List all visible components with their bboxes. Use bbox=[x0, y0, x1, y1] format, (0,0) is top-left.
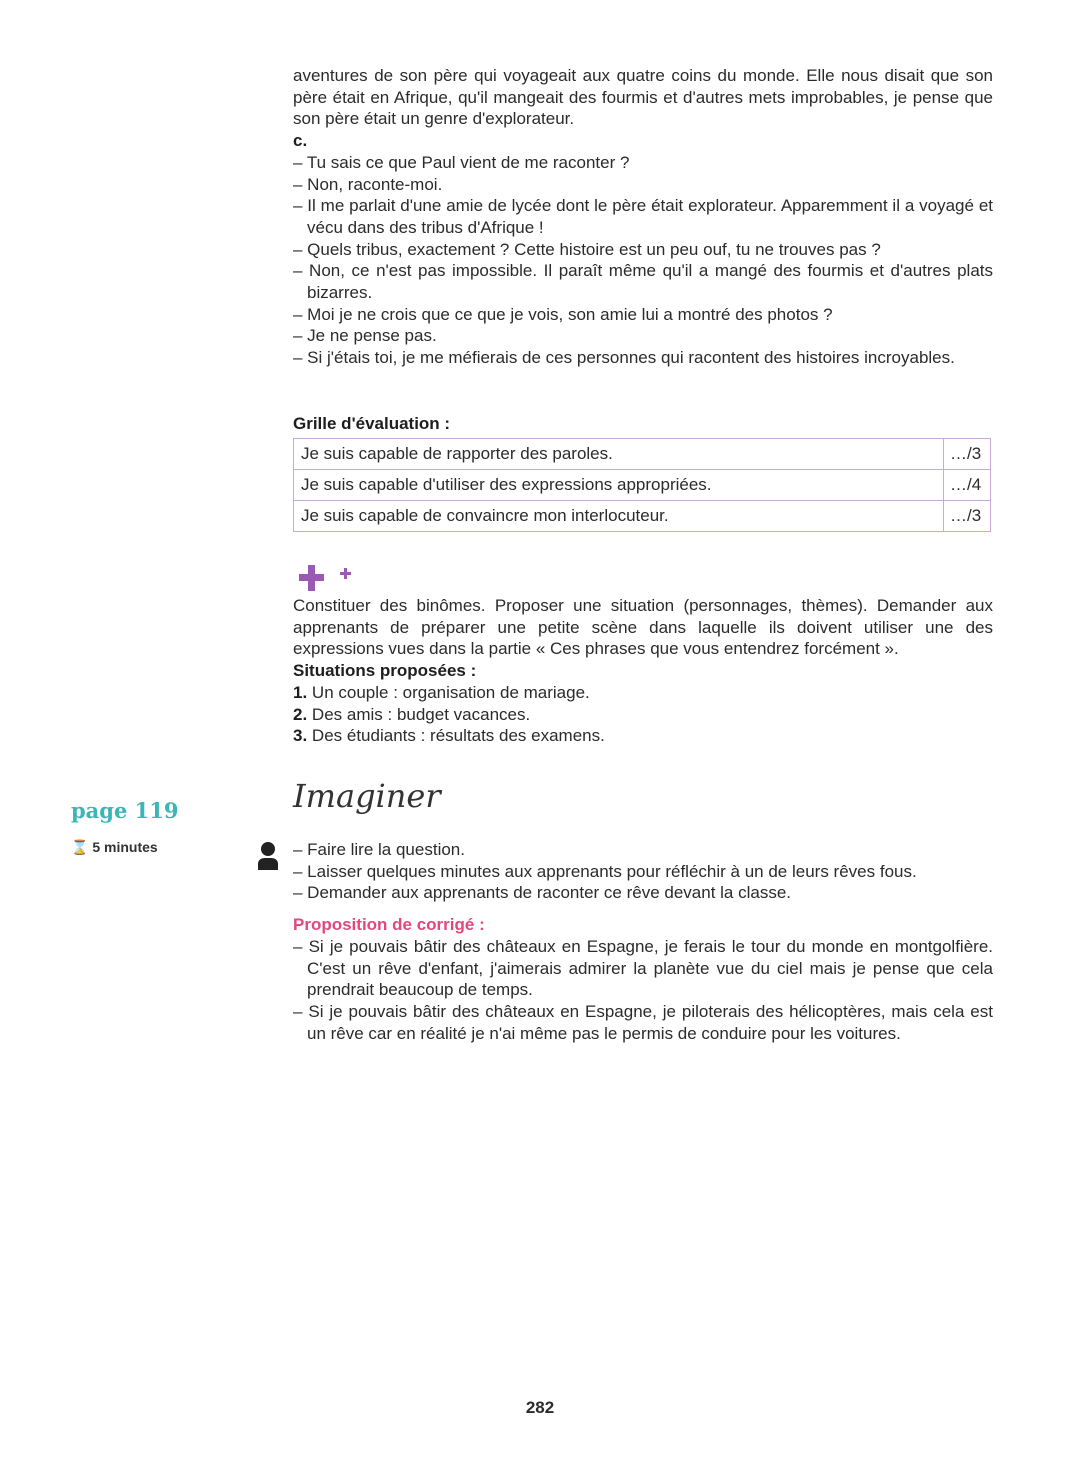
list-item bbox=[293, 682, 993, 704]
step: – Faire lire la question. bbox=[293, 840, 465, 859]
situations-title: Situations proposées : bbox=[293, 661, 477, 681]
item-number: 3. bbox=[293, 726, 308, 746]
table-row bbox=[294, 469, 991, 500]
criterion: Je suis capable d'utiliser des expressions appropriées. bbox=[294, 469, 944, 500]
duration-text: 5 minutes bbox=[92, 839, 158, 855]
item-text: Des étudiants : résultats des examens. bbox=[311, 726, 605, 746]
correction-title: Proposition de corrigé : bbox=[293, 915, 485, 935]
item-text: Des amis : budget vacances. bbox=[311, 704, 531, 724]
person-icon bbox=[257, 841, 279, 877]
correction-item: – Si je pouvais bâtir des châteaux en Espagne, je ferais le tour du monde en montgolfière. C'est un rêve d'enfant, j'aimerais admirer la planète vue du ciel mais je pense que cela prendrait beaucoup de temps. bbox=[293, 936, 993, 1000]
page-reference: page 119 bbox=[71, 798, 179, 823]
grille-section bbox=[293, 413, 993, 532]
step: – Demander aux apprenants de raconter ce rêve devant la classe. bbox=[293, 883, 792, 903]
dialogue-line: – Non, ce n'est pas impossible. Il paraît même qu'il a mangé des fourmis et d'autres plats bizarres. bbox=[293, 261, 993, 303]
score: …/4 bbox=[944, 469, 991, 500]
list-item bbox=[293, 725, 993, 747]
criterion: Je suis capable de rapporter des paroles. bbox=[294, 438, 944, 469]
intro-paragraph: aventures de son père qui voyageait aux quatre coins du monde. Elle nous disait que son père était en Afrique, qu'il mangeait des fourmis et d'autres mets improbables, je pense que son père était un genre d'explorateur. bbox=[293, 66, 993, 129]
criterion: Je suis capable de convaincre mon interlocuteur. bbox=[294, 500, 944, 531]
step: – Laisser quelques minutes aux apprenants pour réfléchir à un de leurs rêves fous. bbox=[293, 861, 917, 881]
grille-title: Grille d'évaluation : bbox=[293, 414, 451, 433]
dialogue-line: – Tu sais ce que Paul vient de me raconter ? bbox=[293, 152, 630, 172]
dialogue-line: – Si j'étais toi, je me méfierais de ces personnes qui racontent des histoires incroyables. bbox=[293, 348, 955, 368]
list-item bbox=[293, 704, 993, 726]
plus-section bbox=[293, 595, 993, 747]
dialogue-line: – Non, raconte-moi. bbox=[293, 174, 443, 194]
plus-paragraph: Constituer des binômes. Proposer une situation (personnages, thèmes). Demander aux apprenants de préparer une petite scène dans laquelle ils doivent utiliser une des expressions vues dans la partie « Ces phrases que vous entendrez forcément ». bbox=[293, 596, 993, 659]
section-title: Imaginer bbox=[293, 777, 441, 815]
score: …/3 bbox=[944, 500, 991, 531]
dialogue-section bbox=[293, 65, 993, 369]
table-row bbox=[294, 500, 991, 531]
item-number: 2. bbox=[293, 704, 308, 724]
dialogue-line: – Quels tribus, exactement ? Cette histoire est un peu ouf, tu ne trouves pas ? bbox=[293, 239, 881, 259]
plus-icon bbox=[299, 565, 359, 597]
hourglass-icon: ⌛ bbox=[71, 839, 89, 855]
c-label: c. bbox=[293, 131, 308, 151]
item-text: Un couple : organisation de mariage. bbox=[311, 682, 590, 702]
dialogue-line: – Je ne pense pas. bbox=[293, 326, 437, 346]
score: …/3 bbox=[944, 438, 991, 469]
imaginer-section bbox=[293, 839, 993, 1044]
page-number: 282 bbox=[525, 1398, 555, 1417]
correction-item: – Si je pouvais bâtir des châteaux en Espagne, je piloterais des hélicoptères, mais cela est un rêve car en réalité je n'ai même pas le permis de conduire pour les voitures. bbox=[293, 1001, 993, 1043]
dialogue-line: – Il me parlait d'une amie de lycée dont le père était explorateur. Apparemment il a voyagé et vécu dans des tribus d'Afrique ! bbox=[293, 196, 993, 237]
table-row bbox=[294, 438, 991, 469]
dialogue-line: – Moi je ne crois que ce que je vois, son amie lui a montré des photos ? bbox=[293, 304, 833, 324]
item-number: 1. bbox=[293, 682, 308, 702]
evaluation-table bbox=[293, 438, 991, 532]
duration bbox=[71, 837, 158, 859]
